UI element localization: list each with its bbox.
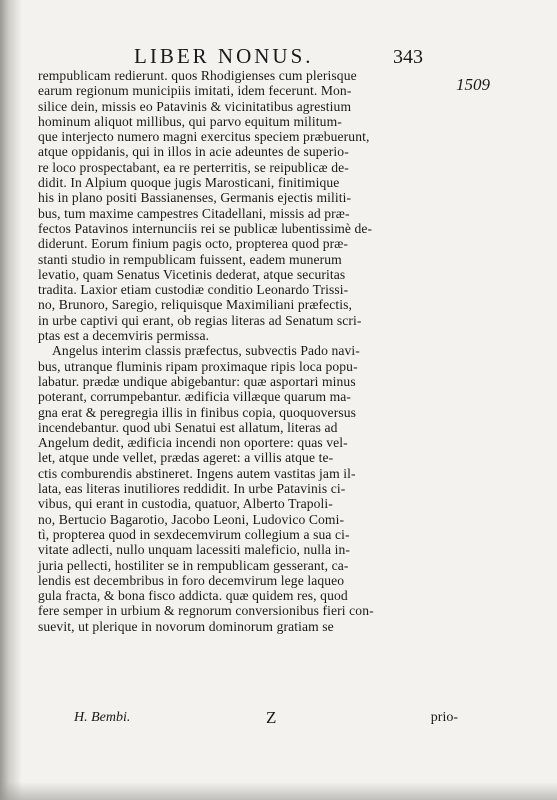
text-line: in urbe captivi qui erant, ob regias literas ad Senatum scri- (38, 312, 362, 328)
paragraph-start-line: Angelus interim classis præfectus, subvectis Pado navi- (52, 343, 360, 359)
text-line: rempublicam redierunt. quos Rhodigienses cum plerisque (38, 68, 357, 83)
signature-mark: H. Bembi. (74, 710, 131, 725)
page-number: 343 (393, 46, 423, 68)
text-line: hominum aliquot millibus, qui parvo equitum militum- (38, 113, 342, 129)
text-line: tì, propterea quod in sexdecemvirum collegium a sua ci- (38, 526, 350, 542)
catchword: prio- (430, 710, 458, 725)
text-line: ctis comburendis abstineret. Ingens autem vastitas jam il- (38, 465, 356, 481)
text-line: bus, utranque fluminis ripam proximaque ripis loca popu- (38, 358, 358, 374)
text-line: fectos Patavinos internunciis rei se publicæ lubentissimè de- (38, 220, 373, 236)
body-text (38, 68, 460, 634)
text-line: poterant, corrumpebantur. ædificia villæque quarum ma- (38, 389, 352, 405)
text-line: silice dein, missis eo Patavinis & vicinitatibus agrestium (38, 98, 352, 114)
text-line: diderunt. Eorum finium pagis octo, propterea quod præ- (38, 236, 349, 252)
text-line: no, Brunoro, Saregio, reliquisque Maximiliani præfectis, (38, 297, 353, 313)
page-footer (38, 710, 458, 730)
text-line: vibus, qui erant in custodia, quatuor, Alberto Trapoli- (38, 496, 333, 512)
text-line: vitate adlecti, nullo unquam lacessiti maleficio, nulla in- (38, 542, 351, 558)
text-line: his in plano positi Bassianenses, Germanis ejectis militi- (38, 190, 352, 206)
text-line: atque oppidanis, qui in illos in acie adeuntes de superio- (38, 144, 349, 160)
text-line: bus, tum maxime campestres Citadellani, missis ad præ- (38, 205, 350, 221)
text-line: levatio, quam Senatus Vicetinis dederat, atque securitas (38, 266, 346, 282)
text-line: didit. In Alpium quoque jugis Marosticani, finitimique (38, 175, 340, 191)
text-line: re loco prospectabant, ea re perterritis, se reipublicæ de- (38, 159, 349, 175)
text-line: lendis est decembribus in foro decemvirum lege laqueo (38, 572, 345, 588)
text-line: que interjecto numero magni exercitus speciem præbuerunt, (38, 129, 370, 145)
text-line: gula fracta, & bona fisco addicta. quæ quidem res, quod (38, 588, 348, 604)
text-line: stanti studio in rempublicam fuissent, eadem munerum (38, 251, 342, 267)
text-line: let, atque unde vellet, prædas ageret: a villis atque te- (38, 450, 334, 466)
text-line: juria pellecti, hostiliter se in rempublicam gesserant, ca- (38, 557, 349, 573)
gutter-shadow (0, 0, 22, 800)
text-line: incendebantur. quod ubi Senatui est allatum, literas ad (38, 419, 338, 435)
running-title: LIBER NONUS. (134, 44, 314, 68)
text-line: suevit, ut plerique in novorum dominorum gratiam se (38, 618, 334, 634)
text-line: labatur. prædæ undique abigebantur: quæ asportari minus (38, 373, 356, 389)
bottom-edge-shadow (0, 782, 557, 800)
gathering-letter: Z (266, 708, 277, 727)
text-line: lata, eas literas inutiliores reddidit. In urbe Patavinis ci- (38, 481, 346, 497)
text-line: no, Bertucio Bagarotio, Jacobo Leoni, Ludovico Comi- (38, 511, 345, 527)
text-line: Angelum dedit, ædificia incendi non oportere: quas vel- (38, 435, 348, 451)
text-line: tradita. Laxior etiam custodiæ conditio Leonardo Trissi- (38, 282, 349, 298)
margin-year-note: 1509 (456, 75, 490, 94)
text-line: fere semper in urbium & regnorum conversionibus fieri con- (38, 603, 374, 619)
text-line: ptas est a decemviris permissa. (38, 328, 210, 344)
text-line: earum regionum municipiis imitati, idem fecerunt. Mon- (38, 83, 352, 99)
text-line: gna erat & peregregia illis in finibus copia, quoquoversus (38, 404, 356, 420)
